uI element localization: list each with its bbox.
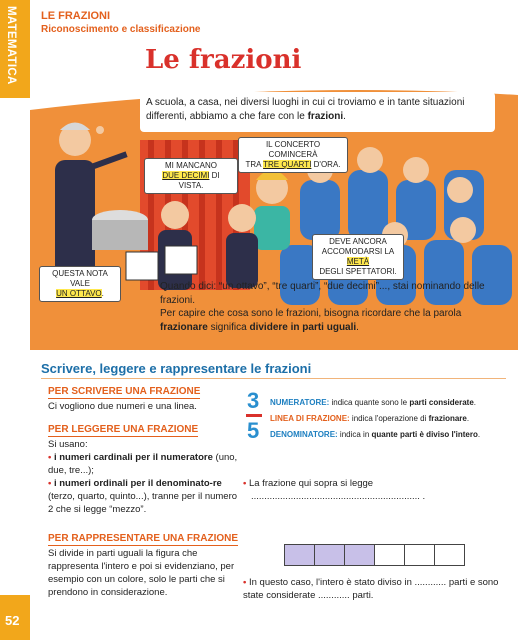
bar-cell-empty xyxy=(374,544,405,566)
exercise-text: parti e sono state considerate xyxy=(243,577,499,601)
bubble-line: QUESTA NOTA VALE xyxy=(52,269,108,288)
rappresentare-text: Si divide in parti uguali la figura che rappresenta l'intero e poi si evidenziano, per esempio con un colore, solo le parti che si prendono in considerazione. xyxy=(48,548,235,598)
scene-paragraph-2 xyxy=(160,307,500,334)
denominatore-label: DENOMINATORE: indica in quante parti è diviso l'intero. xyxy=(270,430,481,439)
subject-tab xyxy=(0,0,30,98)
rappresentare-heading: PER RAPPRESENTARE UNA FRAZIONE xyxy=(48,533,239,544)
answer-blank[interactable]: ............ xyxy=(318,590,350,601)
leggere-item-text: (terzo, quarto, quinto...), tranne per il numero 2 che si legge “mezzo”. xyxy=(48,491,238,515)
leggere-item-text: (uno, due, tre...); xyxy=(48,452,238,476)
scene-explanation xyxy=(160,280,500,334)
answer-blank[interactable]: ............ xyxy=(414,577,447,588)
intro-text xyxy=(140,92,495,132)
intro-text-bold: frazioni xyxy=(307,111,344,122)
rappresentare-block xyxy=(48,532,238,599)
scene-text: significa xyxy=(207,321,250,333)
scrivere-text: Ci vogliono due numeri e una linea. xyxy=(48,401,197,412)
bubble-highlight: TRE QUARTI xyxy=(263,160,312,169)
scene-text: . xyxy=(356,321,359,333)
bubble-line: DEVE ANCORA xyxy=(329,237,387,246)
exercise-text: parti. xyxy=(349,590,374,601)
numeratore-term: NUMERATORE: xyxy=(270,398,330,407)
bar-cell-empty xyxy=(404,544,435,566)
fraction-bar xyxy=(285,544,465,566)
bar-cell-empty xyxy=(434,544,465,566)
bubble-line: DEGLI SPETTATORI. xyxy=(319,267,397,276)
leggere-item-1: • i numeri cardinali per il numeratore (uno, due, tre...); xyxy=(48,452,238,476)
linea-term: LINEA DI FRAZIONE: xyxy=(270,414,350,423)
page-number: 52 xyxy=(5,613,20,628)
leggere-item-2: • i numeri ordinali per il denominato-re (terzo, quarto, quinto...), tranne per il numero 2 che si legge “mezzo”. xyxy=(48,478,238,515)
fraction-line xyxy=(246,414,262,417)
scene-bold: dividere in parti uguali xyxy=(249,321,357,333)
bubble-line: MI MANCANO xyxy=(165,161,217,170)
scene-bold: frazionare xyxy=(160,321,208,333)
bubble-highlight: UN OTTAVO xyxy=(56,289,102,298)
leggere-item-bold: i numeri ordinali per il denominato-re xyxy=(53,478,222,489)
bubble-text: TRA xyxy=(245,160,264,169)
bubble-text: DI VISTA. xyxy=(178,171,220,190)
leggere-heading: PER LEGGERE UNA FRAZIONE xyxy=(48,424,199,435)
bubble-un-ottavo xyxy=(39,266,121,302)
bubble-tre-quarti xyxy=(238,137,348,173)
leggere-block xyxy=(48,423,238,516)
bubble-text: ACCOMODARSI LA xyxy=(321,247,395,256)
scrivere-heading: PER SCRIVERE UNA FRAZIONE xyxy=(48,386,201,397)
leggere-intro: Si usano: xyxy=(48,439,88,450)
bubble-text: . xyxy=(101,289,104,298)
exercise-parts: • In questo caso, l'intero è stato diviso in ............ parti e sono state considerate ............ parti. xyxy=(243,577,499,601)
bar-cell-colored xyxy=(314,544,345,566)
numeratore-desc: indica quante sono le xyxy=(329,398,410,407)
section-divider xyxy=(41,378,506,379)
linea-label: LINEA DI FRAZIONE: indica l'operazione di frazionare. xyxy=(270,414,470,423)
denominatore-desc: indica in xyxy=(337,430,372,439)
fraction-numerator: 3 xyxy=(247,388,260,413)
bubble-meta xyxy=(312,234,404,280)
bubble-line: IL CONCERTO COMINCERÀ xyxy=(265,140,321,159)
leggere-item-bold: i numeri cardinali per il numeratore xyxy=(53,452,213,463)
answer-blank[interactable]: ................................................................ . xyxy=(251,491,426,502)
exercise-read-fraction: • La frazione qui sopra si legge ................................................................ . xyxy=(243,477,513,503)
denominatore-term: DENOMINATORE: xyxy=(270,430,338,439)
bubble-highlight: METÀ xyxy=(346,257,370,266)
intro-text-after: . xyxy=(343,111,346,122)
intro-text-before: A scuola, a casa, nei diversi luoghi in cui ci troviamo e in tante situazioni differenti, abbiamo a che fare con le xyxy=(146,97,465,122)
denominatore-bold: quante parti è diviso l'intero xyxy=(371,430,478,439)
bar-cell-colored xyxy=(344,544,375,566)
scene-text: Per capire che cosa sono le frazioni, bisogna ricordare che la parola xyxy=(160,308,462,319)
bubble-due-decimi xyxy=(144,158,238,194)
bubble-text: D'ORA. xyxy=(311,160,341,169)
section-header: LE FRAZIONI xyxy=(41,10,111,22)
fraction-denominator: 5 xyxy=(247,418,260,443)
scene-paragraph-1: Quando dici: “un ottavo”, “tre quarti”, “due decimi”..., stai nominando delle frazioni. xyxy=(160,281,485,306)
exercise-text: La frazione qui sopra si legge xyxy=(248,478,374,489)
bar-cell-colored xyxy=(284,544,315,566)
subject-label: MATEMATICA xyxy=(5,6,17,85)
numeratore-bold: parti considerate xyxy=(409,398,474,407)
scrivere-block xyxy=(48,385,238,413)
numeratore-label: NUMERATORE: indica quante sono le parti considerate. xyxy=(270,398,477,407)
section-title: Scrivere, leggere e rappresentare le frazioni xyxy=(41,361,312,376)
bubble-highlight: DUE DECIMI xyxy=(162,171,210,180)
linea-bold: frazionare xyxy=(428,414,467,423)
section-subheader: Riconoscimento e classificazione xyxy=(41,24,201,35)
page-title: Le frazioni xyxy=(145,45,302,75)
exercise-text: In questo caso, l'intero è stato diviso in xyxy=(248,577,415,588)
linea-desc: indica l'operazione di xyxy=(349,414,429,423)
